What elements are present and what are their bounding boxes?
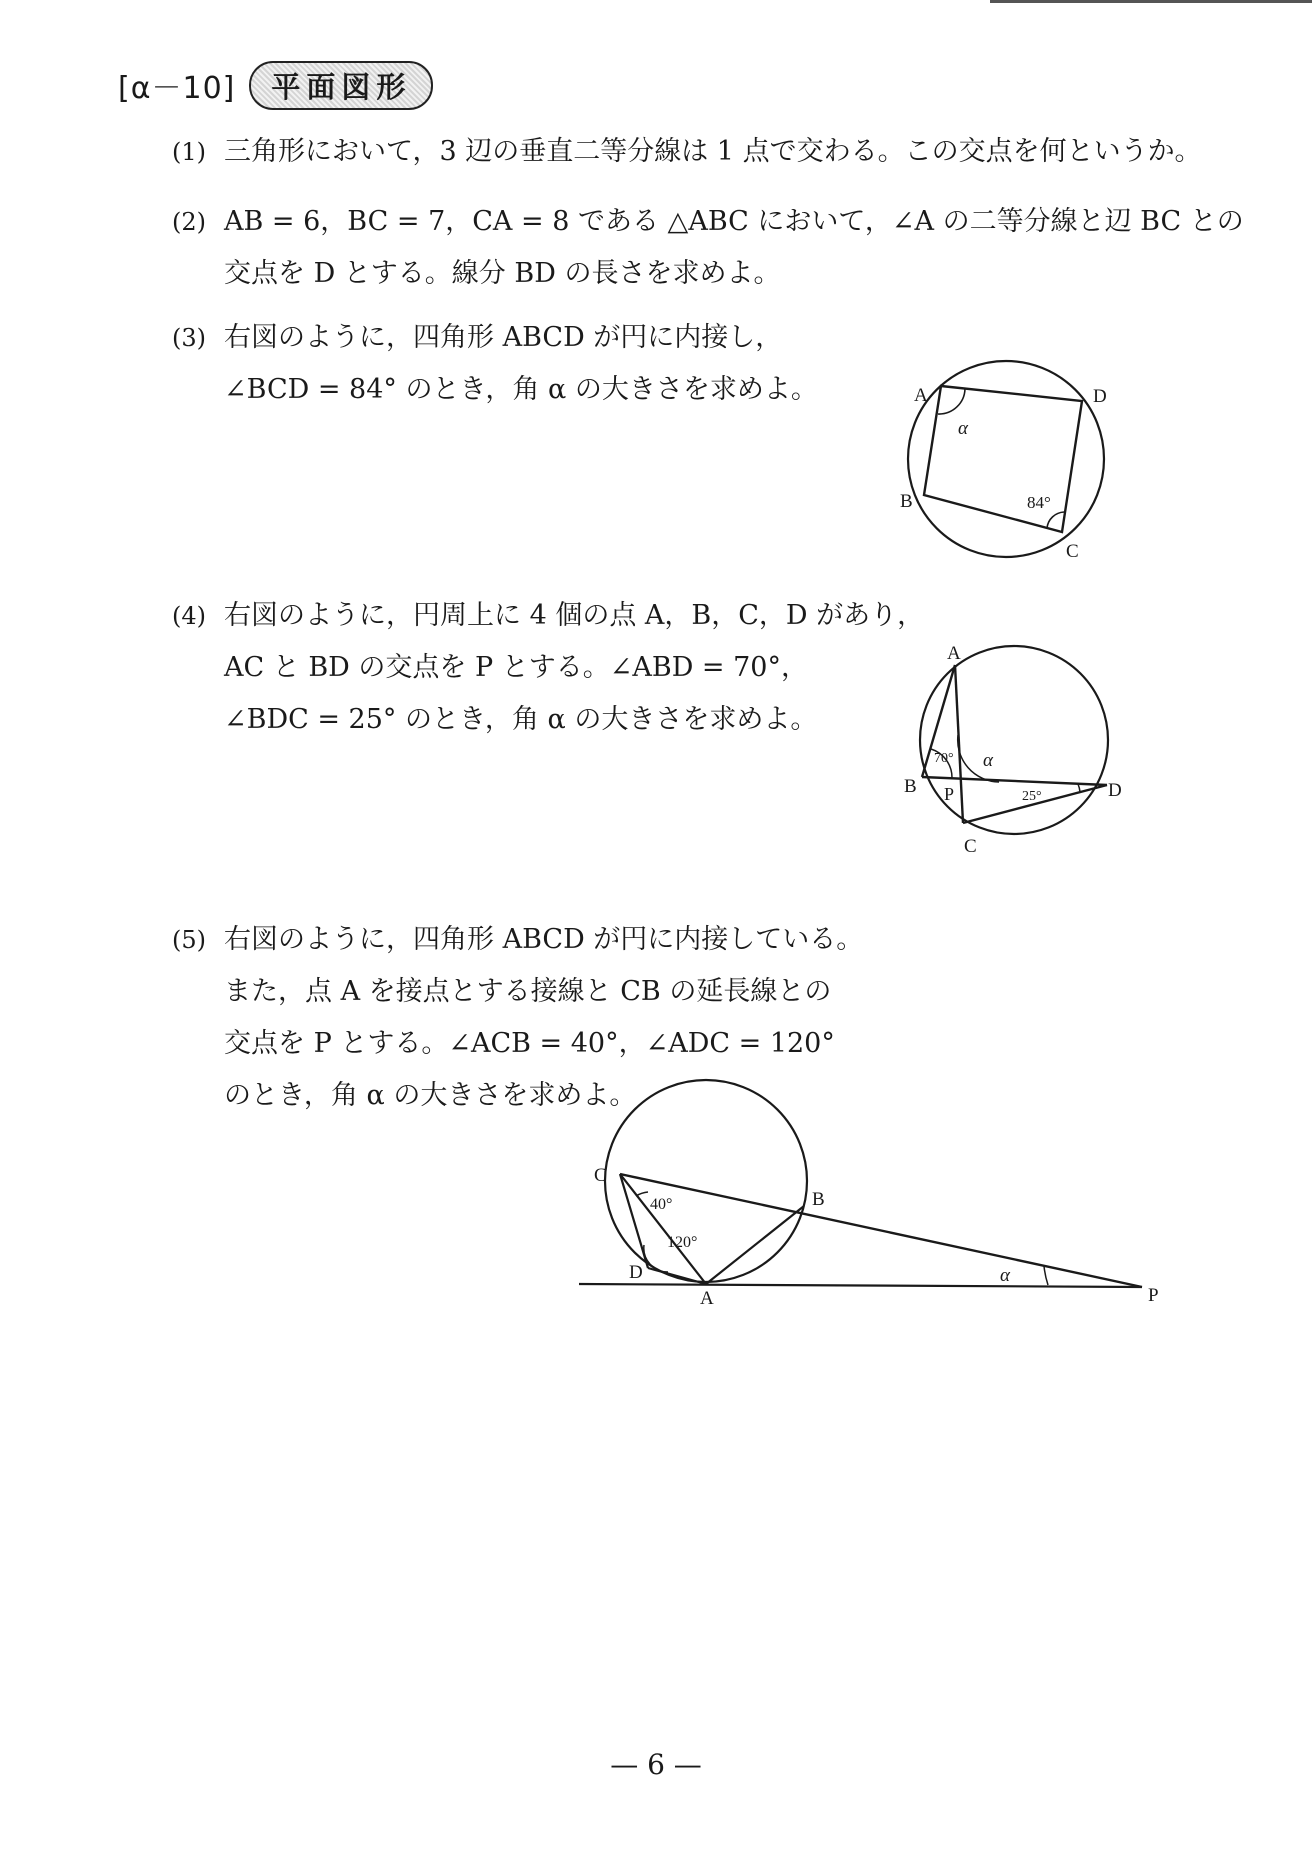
section-header xyxy=(118,62,433,108)
question-number: (5) xyxy=(172,926,206,954)
question-5 xyxy=(172,914,863,1122)
label-angle-40: 40° xyxy=(650,1196,673,1213)
question-2 xyxy=(172,196,1244,300)
figure-4 xyxy=(890,640,1140,870)
question-text: 交点を D とする。線分 BD の長さを求めよ。 xyxy=(224,258,781,289)
page-number: — 6 — xyxy=(610,1748,702,1781)
label-alpha: α xyxy=(1000,1265,1010,1286)
label-C: C xyxy=(1066,541,1079,562)
label-A: A xyxy=(914,385,928,406)
question-text: 右図のように，四角形 ABCD が円に内接し， xyxy=(224,322,783,353)
question-text: 交点を P とする。∠ACB = 40°，∠ADC = 120° xyxy=(224,1028,835,1059)
label-angle-120: 120° xyxy=(667,1234,698,1251)
question-text: のとき，角 α の大きさを求めよ。 xyxy=(224,1080,637,1111)
question-4 xyxy=(172,590,924,746)
question-text: 右図のように，円周上に 4 個の点 A，B，C，D があり， xyxy=(224,600,925,631)
label-C: C xyxy=(964,836,977,857)
question-number: (4) xyxy=(172,602,206,630)
label-B: B xyxy=(904,776,917,797)
label-A: A xyxy=(947,643,961,664)
question-3 xyxy=(172,312,818,416)
label-A: A xyxy=(700,1288,714,1309)
label-angle-84: 84° xyxy=(1027,493,1051,512)
label-B: B xyxy=(812,1189,825,1210)
label-angle-70: 70° xyxy=(934,751,954,766)
label-P: P xyxy=(944,784,955,804)
question-text: AB = 6，BC = 7，CA = 8 である △ABC において，∠A の二等分線と辺 BC との xyxy=(224,206,1244,237)
label-B: B xyxy=(900,491,913,512)
label-angle-25: 25° xyxy=(1022,789,1042,804)
question-text: 右図のように，四角形 ABCD が円に内接している。 xyxy=(224,924,864,955)
top-edge-line xyxy=(990,0,1312,3)
question-1 xyxy=(172,126,1202,178)
label-alpha: α xyxy=(983,750,993,771)
question-number: (1) xyxy=(172,138,206,166)
question-text: AC と BD の交点を P とする。∠ABD = 70°， xyxy=(224,652,808,683)
label-D: D xyxy=(1093,386,1107,407)
section-code: [α－10] xyxy=(118,71,236,106)
label-D: D xyxy=(1108,780,1122,801)
label-C: C xyxy=(594,1165,607,1186)
topic-badge: 平面図形 xyxy=(249,61,433,110)
label-D: D xyxy=(629,1262,643,1283)
question-text: 三角形において，3 辺の垂直二等分線は 1 点で交わる。この交点を何というか。 xyxy=(224,136,1202,167)
question-text: ∠BCD = 84° のとき，角 α の大きさを求めよ。 xyxy=(224,374,818,405)
question-number: (2) xyxy=(172,208,206,236)
question-text: ∠BDC = 25° のとき，角 α の大きさを求めよ。 xyxy=(224,704,818,735)
question-text: また，点 A を接点とする接線と CB の延長線との xyxy=(224,976,832,1007)
label-P: P xyxy=(1148,1285,1159,1306)
figure-3 xyxy=(880,370,1140,570)
label-alpha: α xyxy=(958,418,968,439)
figure-5 xyxy=(570,1100,1190,1320)
question-number: (3) xyxy=(172,324,206,352)
